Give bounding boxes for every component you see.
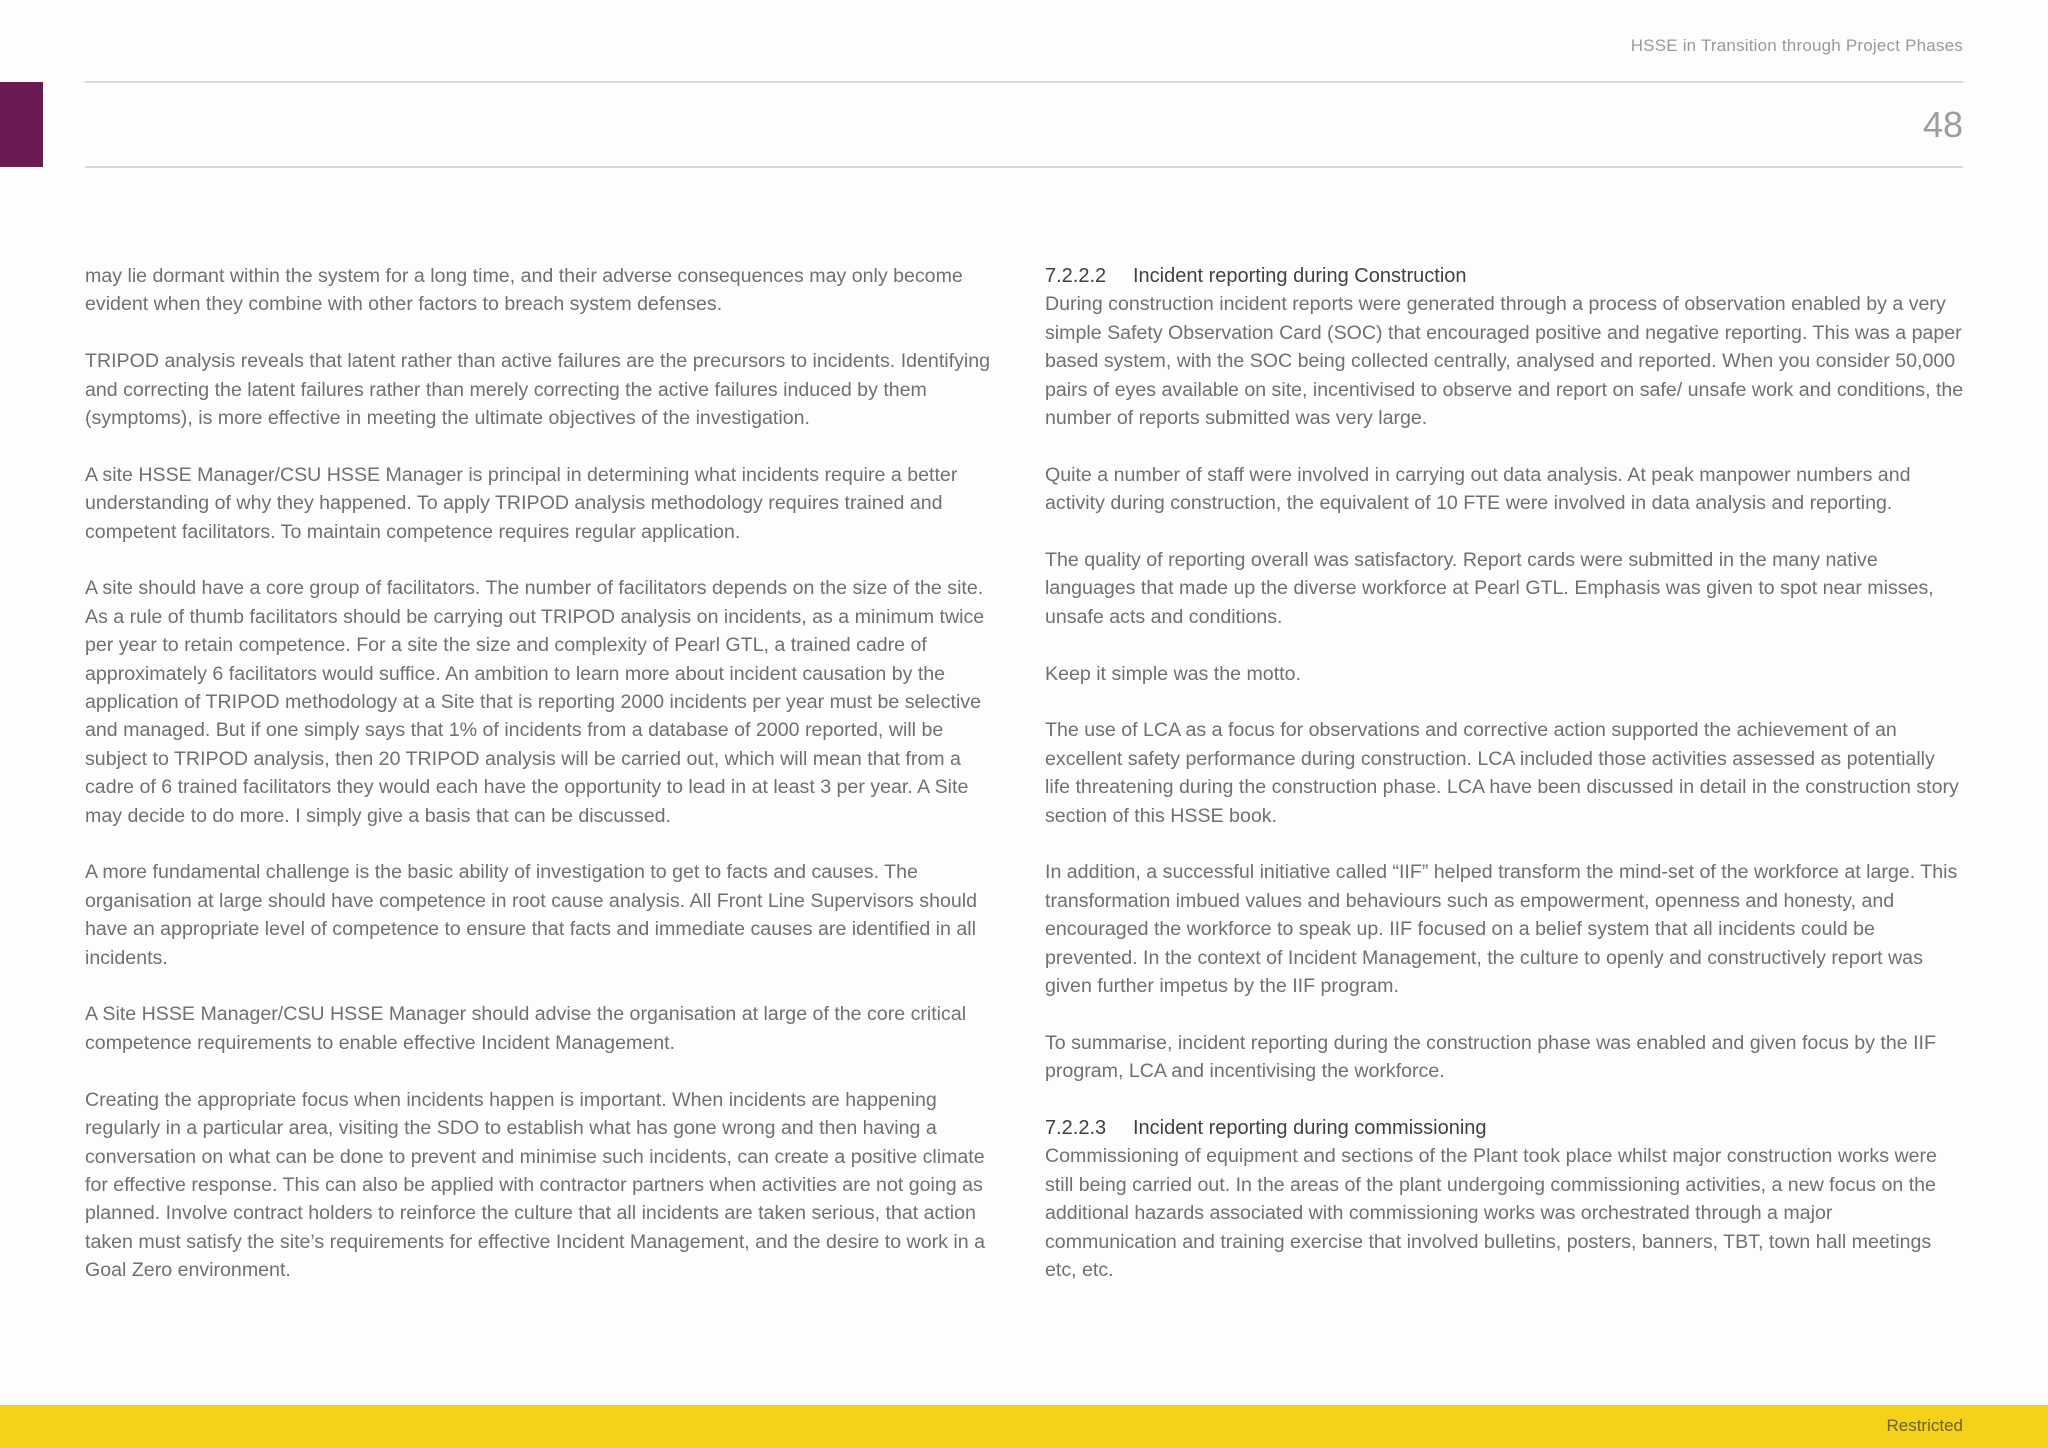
classification-label: Restricted	[1886, 1416, 1963, 1435]
body-paragraph: A Site HSSE Manager/CSU HSSE Manager should advise the organisation at large of the core critical competence requirements to enable effective Incident Management.	[85, 1003, 967, 1054]
left-text-column	[85, 262, 1005, 1313]
footer-bar	[0, 1405, 2048, 1448]
body-paragraph: A more fundamental challenge is the basic ability of investigation to get to facts and causes. The organisation at large should have competence in root cause analysis. All Front Line Supervisors should have an appropriate level of competence to ensure that facts and immediate causes are identified in all incidents.	[85, 861, 978, 969]
body-paragraph: Commissioning of equipment and sections of the Plant took place whilst major construction works were still being carried out. In the areas of the plant undergoing commissioning activities, a new focus on the additional hazards associated with commissioning works was orchestrated through a major communication and training exercise that involved bulletins, posters, banners, TBT, town hall meetings etc, etc.	[1045, 1145, 1937, 1282]
running-header-title: HSSE in Transition through Project Phases	[1630, 36, 1963, 55]
section-title: Incident reporting during Construction	[1133, 265, 1467, 287]
page-number: 48	[1922, 104, 1963, 145]
body-paragraph: may lie dormant within the system for a long time, and their adverse consequences may only become evident when they combine with other factors to breach system defenses.	[85, 265, 963, 316]
right-text-column	[1045, 262, 1965, 1313]
section-heading-commissioning	[1045, 1114, 1965, 1142]
body-paragraph: Creating the appropriate focus when incidents happen is important. When incidents are happening regularly in a particular area, visiting the SDO to establish what has gone wrong and then having a conversation on what can be done to prevent and minimise such incidents, can create a positive climate for effective response. This can also be applied with contractor partners when activities are not going as planned. Involve contract holders to reinforce the culture that all incidents are taken serious, that action taken must satisfy the site’s requirements for effective Incident Management, and the desire to work in a Goal Zero environment.	[85, 1088, 985, 1282]
chapter-accent-tab	[0, 82, 43, 167]
body-paragraph: During construction incident reports were generated through a process of observation enabled by a very simple Safety Observation Card (SOC) that encouraged positive and negative reporting. This was a paper based system, with the SOC being collected centrally, analysed and reported. When you consider 50,000 pairs of eyes available on site, incentivised to observe and report on safe/ unsafe work and conditions, the number of reports submitted was very large.	[1045, 293, 1964, 430]
section-number: 7.2.2.2	[1045, 265, 1107, 287]
body-paragraph: In addition, a successful initiative called “IIF” helped transform the mind-set of the workforce at large. This transformation imbued values and behaviours such as empowerment, openness and honesty, and encouraged the workforce to speak up. IIF focused on a belief system that all incidents could be prevented. In the context of Incident Management, the culture to openly and constructively report was given further impetus by the IIF program.	[1045, 861, 1958, 998]
body-paragraph: A site should have a core group of facilitators. The number of facilitators depends on the size of the site. As a rule of thumb facilitators should be carrying out TRIPOD analysis on incidents, as a minimum twice per year to retain competence. For a site the size and complexity of Pearl GTL, a trained cadre of approximately 6 facilitators would suffice. An ambition to learn more about incident causation by the application of TRIPOD methodology at a Site that is reporting 2000 incidents per year must be selective and managed. But if one simply says that 1% of incidents from a database of 2000 reported, will be subject to TRIPOD analysis, then 20 TRIPOD analysis will be carried out, which will mean that from a cadre of 6 trained facilitators they would each have the opportunity to lead in at least 3 per year. A Site may decide to do more. I simply give a basis that can be discussed.	[85, 577, 985, 827]
body-paragraph: A site HSSE Manager/CSU HSSE Manager is principal in determining what incidents require a better understanding of why they happened. To apply TRIPOD analysis methodology requires trained and competent facilitators. To maintain competence requires regular application.	[85, 463, 958, 543]
section-heading-construction	[1045, 262, 1965, 290]
body-paragraph: TRIPOD analysis reveals that latent rather than active failures are the precursors to incidents. Identifying and correcting the latent failures rather than merely correcting the active failures induced by them (symptoms), is more effective in meeting the ultimate objectives of the investigation.	[85, 350, 991, 430]
body-paragraph: Keep it simple was the motto.	[1045, 662, 1301, 685]
body-paragraph: To summarise, incident reporting during the construction phase was enabled and given focus by the IIF program, LCA and incentivising the workforce.	[1045, 1031, 1936, 1083]
section-number: 7.2.2.3	[1045, 1117, 1107, 1140]
header-top-rule	[85, 81, 1963, 83]
body-paragraph: Quite a number of staff were involved in carrying out data analysis. At peak manpower numbers and activity during construction, the equivalent of 10 FTE were involved in data analysis and reporting.	[1045, 463, 1911, 515]
body-paragraph: The use of LCA as a focus for observations and corrective action supported the achievement of an excellent safety performance during construction. LCA included those activities assessed as potentially life threatening during the construction phase. LCA have been discussed in detail in the construction story section of this HSSE book.	[1045, 719, 1959, 827]
header-bottom-rule	[85, 166, 1963, 168]
section-title: Incident reporting during commissioning	[1133, 1117, 1487, 1140]
body-paragraph: The quality of reporting overall was satisfactory. Report cards were submitted in the many native languages that made up the diverse workforce at Pearl GTL. Emphasis was given to spot near misses, unsafe acts and conditions.	[1045, 549, 1934, 628]
